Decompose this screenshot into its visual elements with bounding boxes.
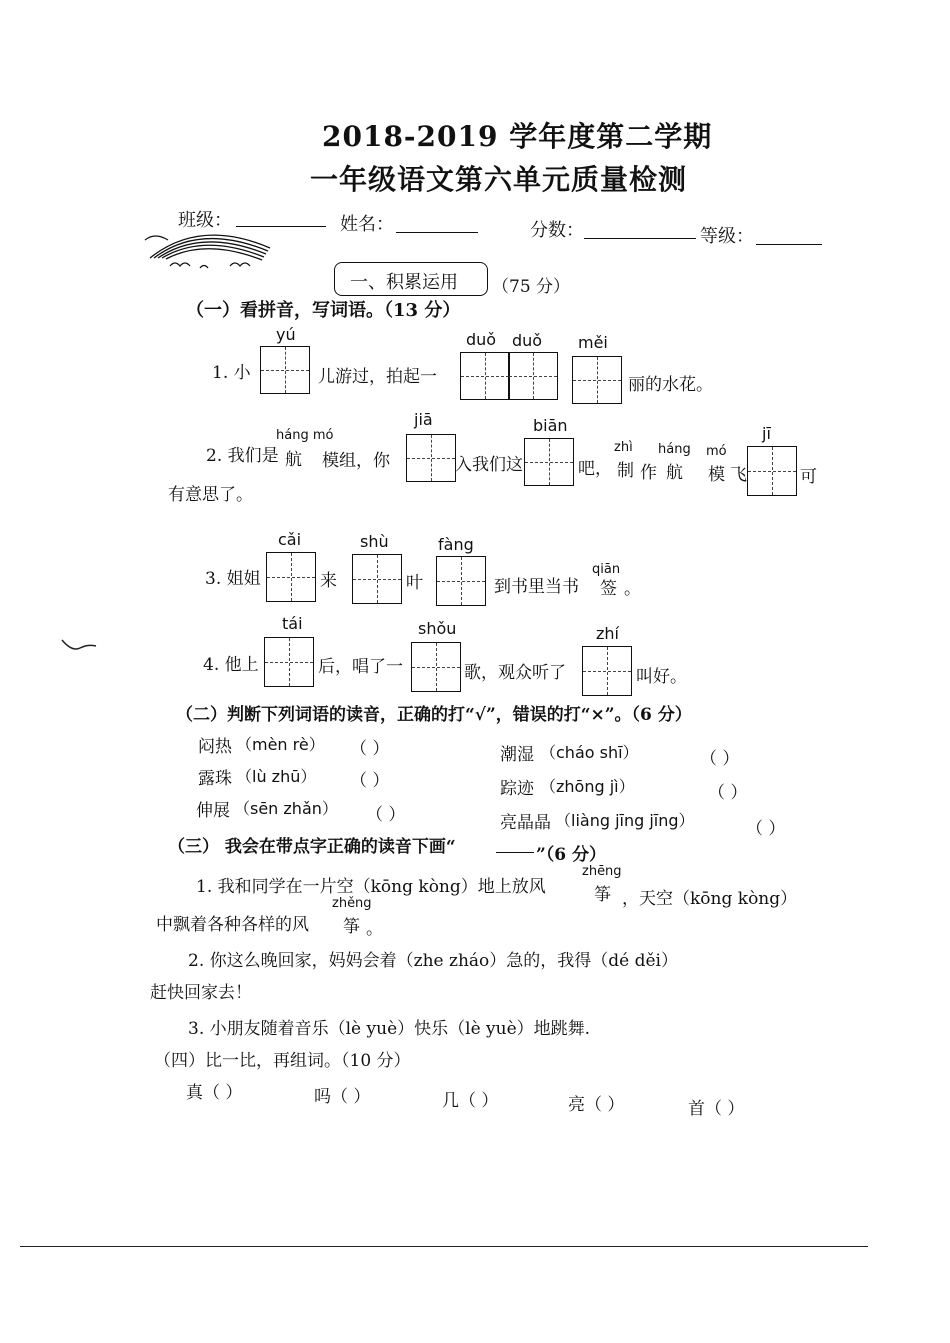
q3-qian: 签 bbox=[600, 579, 617, 599]
q3-pinyin-shu: shù bbox=[360, 532, 389, 551]
q4-text-end: 叫好。 bbox=[636, 667, 687, 687]
part1-heading: （一）看拼音，写词语。（13 分） bbox=[186, 300, 461, 321]
part3-s2a: 2. 你这么晚回家，妈妈会着（zhe zháo）急的，我得（dé děi） bbox=[188, 951, 678, 971]
part2-item-word: 露珠 bbox=[198, 769, 232, 789]
q1-text-end: 丽的水花。 bbox=[628, 375, 713, 395]
q1-pinyin-yu: yú bbox=[276, 325, 296, 344]
q1-box-4[interactable] bbox=[572, 356, 622, 404]
part4-heading: （四）比一比，再组词。（10 分） bbox=[154, 1051, 411, 1071]
q2-zhi: 制 bbox=[617, 461, 634, 481]
bottom-rule bbox=[20, 1246, 868, 1247]
part3-s1c-pinyin: zhěng bbox=[332, 896, 372, 911]
q3-box-2[interactable] bbox=[352, 554, 402, 604]
part2-item-blank[interactable]: （ ） bbox=[746, 819, 786, 839]
part2-item-blank[interactable]: （ ） bbox=[350, 739, 390, 759]
part2-item-word: 闷热 bbox=[198, 737, 232, 757]
part2-item-pinyin: （mèn rè） bbox=[236, 735, 325, 754]
q4-pinyin-tai: tái bbox=[282, 614, 303, 633]
q4-pinyin-zhi: zhí bbox=[596, 624, 619, 643]
part2-item-pinyin: （liàng jīng jīng） bbox=[555, 811, 695, 830]
q1-box-2[interactable] bbox=[460, 352, 510, 400]
part4-item[interactable]: 亮（ ） bbox=[568, 1095, 625, 1115]
q3-text-3: 到书里当书 bbox=[494, 577, 579, 597]
part3-s1c: 中飘着各种各样的风 bbox=[156, 915, 309, 935]
q2-pinyin-ji: jī bbox=[762, 424, 771, 443]
part4-item[interactable]: 首（ ） bbox=[688, 1099, 745, 1119]
q2-pinyin-mo2: mó bbox=[706, 444, 727, 459]
q2-mo2: 模 bbox=[708, 465, 725, 485]
q3-text-end: 。 bbox=[624, 579, 641, 599]
q1-box-1[interactable] bbox=[260, 346, 310, 394]
q2-box-2[interactable] bbox=[524, 438, 574, 486]
grade-field[interactable] bbox=[756, 244, 822, 245]
q2-pinyin-bian: biān bbox=[533, 416, 568, 435]
q2-line2: 有意思了。 bbox=[168, 485, 253, 505]
q2-fei: 飞 bbox=[730, 465, 747, 485]
class-field[interactable] bbox=[236, 226, 326, 227]
q3-box-1[interactable] bbox=[266, 552, 316, 602]
part4-item[interactable]: 吗（ ） bbox=[314, 1087, 371, 1107]
q3-pinyin-qian: qiān bbox=[592, 562, 621, 577]
class-label: 班级： bbox=[178, 210, 232, 231]
name-field[interactable] bbox=[396, 232, 478, 233]
section-title: 一、积累运用 bbox=[350, 272, 458, 293]
q4-box-1[interactable] bbox=[264, 637, 314, 687]
q2-pinyin-hang2: háng bbox=[658, 442, 691, 457]
part3-heading-a: （三） 我会在带点字正确的读音下画“ bbox=[168, 837, 456, 857]
q4-box-3[interactable] bbox=[582, 646, 632, 696]
part3-underline-sample bbox=[496, 852, 534, 853]
q1-text-1: 儿游过，拍起一 bbox=[318, 367, 437, 387]
stray-pen-mark bbox=[60, 636, 100, 656]
score-field[interactable] bbox=[584, 238, 696, 239]
q4-box-2[interactable] bbox=[411, 642, 461, 692]
q3-box-3[interactable] bbox=[436, 556, 486, 606]
q1-pinyin-mei: měi bbox=[578, 333, 608, 352]
score-label: 分数： bbox=[530, 220, 584, 241]
q1-box-3[interactable] bbox=[508, 352, 558, 400]
part3-s1a: 1. 我和同学在一片空（kōng kòng）地上放风 bbox=[196, 877, 546, 897]
q1-pinyin-duo2: duǒ bbox=[512, 331, 543, 350]
part2-item-blank[interactable]: （ ） bbox=[350, 771, 390, 791]
q2-text-2: 吧， bbox=[578, 459, 612, 479]
q4-text-1: 后，唱了一 bbox=[318, 657, 403, 677]
part2-item-pinyin: （cháo shī） bbox=[540, 743, 639, 762]
q3-pinyin-fang: fàng bbox=[438, 535, 474, 554]
q3-text-2: 叶 bbox=[406, 573, 423, 593]
q2-hang2: 航 bbox=[666, 463, 683, 483]
q2-pinyin-zhi: zhì bbox=[614, 440, 633, 455]
part3-s1c-char: 筝 bbox=[343, 917, 360, 937]
q2-text-1: 入我们这 bbox=[455, 455, 523, 475]
q3-pinyin-cai: cǎi bbox=[278, 530, 302, 549]
part2-heading: （二）判断下列词语的读音，正确的打“√”，错误的打“×”。（6 分） bbox=[176, 705, 692, 725]
part2-item-blank[interactable]: （ ） bbox=[708, 783, 748, 803]
grade-label: 等级： bbox=[700, 226, 754, 247]
q4-pinyin-shou: shǒu bbox=[418, 619, 457, 638]
q2-hang: 航 bbox=[285, 450, 302, 470]
part3-s1-pinyin: zhēng bbox=[582, 864, 622, 879]
part2-item-word: 亮晶晶 bbox=[500, 813, 551, 833]
exam-title-line1: 2018-2019 学年度第二学期 bbox=[322, 120, 713, 153]
section-points: （75 分） bbox=[492, 277, 571, 297]
q4-text-2: 歌，观众听了 bbox=[464, 663, 566, 683]
q2-lead: 2. 我们是 bbox=[206, 446, 279, 466]
q2-mo: 模组，你 bbox=[322, 451, 390, 471]
part3-s1b: ，天空（kōng kòng） bbox=[622, 889, 798, 909]
part2-item-word: 伸展 bbox=[196, 801, 230, 821]
part3-s2b: 赶快回家去！ bbox=[150, 983, 252, 1003]
part2-item-pinyin: （zhōng jì） bbox=[540, 777, 635, 796]
q3-text-1: 来 bbox=[320, 571, 337, 591]
part3-s1-char: 筝 bbox=[594, 885, 611, 905]
q2-box-3[interactable] bbox=[747, 446, 797, 496]
q3-lead: 3. 姐姐 bbox=[205, 569, 261, 589]
part3-heading-b: ”（6 分） bbox=[536, 845, 607, 865]
q1-lead: 1. 小 bbox=[212, 363, 251, 383]
q2-pinyin-jia: jiā bbox=[414, 410, 433, 429]
q2-pinyin-hang-mo: háng mó bbox=[276, 428, 334, 443]
exam-title-line2: 一年级语文第六单元质量检测 bbox=[310, 163, 688, 196]
part4-item[interactable]: 真（ ） bbox=[186, 1083, 243, 1103]
part2-item-blank[interactable]: （ ） bbox=[366, 805, 406, 825]
q1-pinyin-duo1: duǒ bbox=[466, 330, 497, 349]
part2-item-pinyin: （lù zhū） bbox=[236, 767, 317, 786]
q2-box-1[interactable] bbox=[406, 434, 456, 482]
part2-item-pinyin: （sēn zhǎn） bbox=[234, 799, 338, 818]
part4-item[interactable]: 几（ ） bbox=[442, 1091, 499, 1111]
q2-zuo: 作 bbox=[640, 463, 657, 483]
part3-s3: 3. 小朋友随着音乐（lè yuè）快乐（lè yuè）地跳舞. bbox=[188, 1019, 591, 1039]
part2-item-blank[interactable]: （ ） bbox=[700, 749, 740, 769]
q4-lead: 4. 他上 bbox=[203, 655, 259, 675]
part3-s1c-end: 。 bbox=[366, 919, 383, 939]
name-label: 姓名： bbox=[340, 214, 394, 235]
part2-item-word: 踪迹 bbox=[500, 779, 534, 799]
q2-text-end: 可 bbox=[800, 467, 817, 487]
part2-item-word: 潮湿 bbox=[500, 745, 534, 765]
